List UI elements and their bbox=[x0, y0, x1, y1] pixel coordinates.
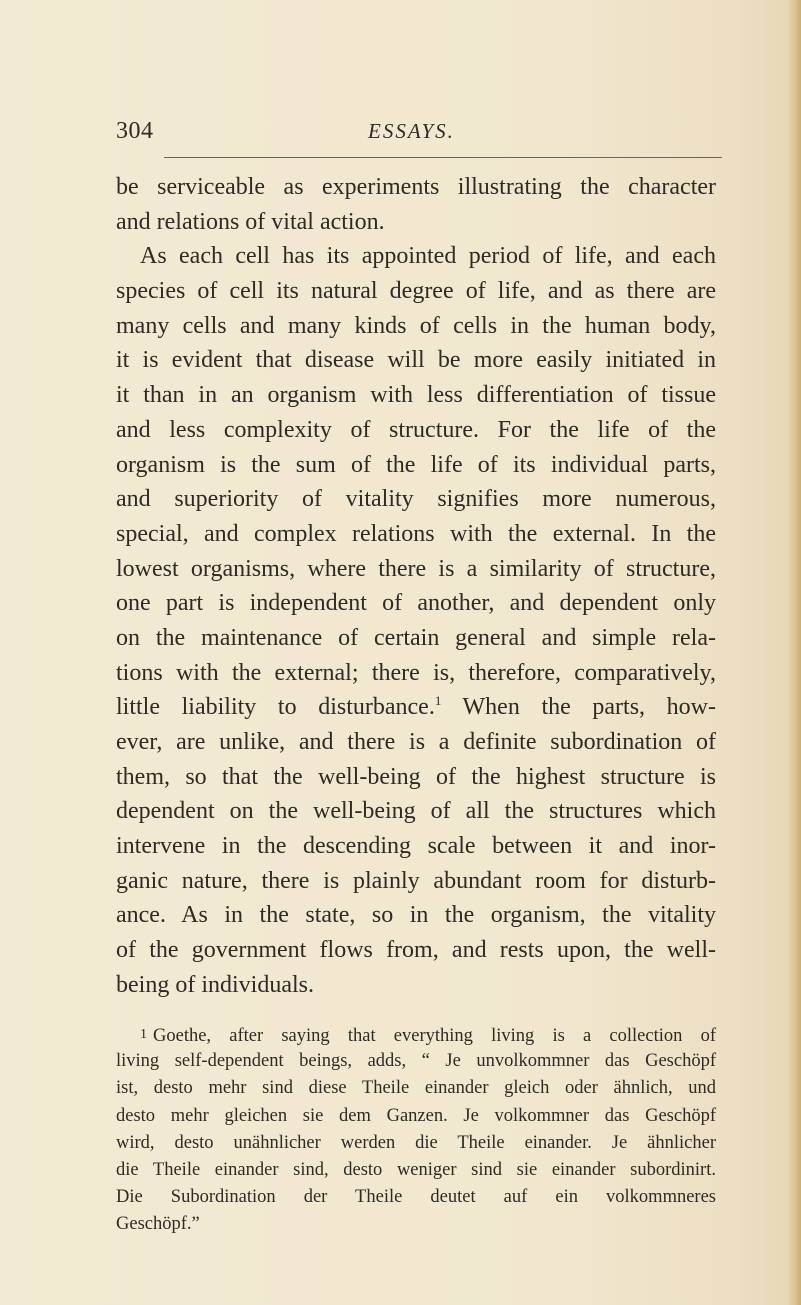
body-text bbox=[116, 170, 716, 1003]
text-line: being of individuals. bbox=[116, 971, 314, 998]
footnote-line: ist, desto mehr sind diese Theile einander gleich oder ähnlich, und bbox=[116, 1078, 716, 1099]
page-number: 304 bbox=[116, 118, 154, 144]
text-line: and superiority of vitality signifies more numerous, bbox=[116, 486, 716, 513]
footnote-reference[interactable]: 1 bbox=[434, 693, 442, 709]
text-line: and less complexity of structure. For the life of the bbox=[116, 416, 716, 443]
text-line bbox=[116, 690, 716, 725]
text-line: organism is the sum of the life of its individual parts, bbox=[116, 451, 716, 478]
text-line: dependent on the well-being of all the structures which bbox=[116, 798, 716, 825]
text-line: ever, are unlike, and there is a definite subordination of bbox=[116, 729, 716, 755]
footnote-number: 1 bbox=[140, 1027, 147, 1042]
footnote-line: living self-dependent beings, adds, “ Je unvolkommner das Geschöpf bbox=[116, 1051, 716, 1072]
text-line: be serviceable as experiments illustrating the character bbox=[116, 174, 716, 200]
footnote-line: Die Subordination der Theile deutet auf ein volkommneres bbox=[116, 1187, 716, 1208]
text-line: As each cell has its appointed period of life, and each bbox=[140, 243, 716, 270]
text-line: of the government flows from, and rests upon, the well- bbox=[116, 937, 716, 964]
footnote bbox=[116, 1021, 716, 1239]
text-line: intervene in the descending scale between it and inor- bbox=[116, 833, 716, 860]
text-line: special, and complex relations with the external. In the bbox=[116, 520, 716, 547]
text-line: on the maintenance of certain general and simple rela- bbox=[116, 624, 716, 651]
page-edge-shadow bbox=[787, 0, 801, 1305]
page-header bbox=[116, 118, 716, 152]
text-fragment: little liability to disturbance. bbox=[116, 694, 435, 721]
text-line: one part is independent of another, and dependent only bbox=[116, 590, 716, 617]
footnote-line: die Theile einander sind, desto weniger sind sie einander subordinirt. bbox=[116, 1159, 716, 1180]
text-line: ganic nature, there is plainly abundant room for disturb- bbox=[116, 867, 716, 894]
text-line: lowest organisms, where there is a similarity of structure, bbox=[116, 555, 716, 582]
text-line: it than in an organism with less differentiation of tissue bbox=[116, 382, 716, 409]
running-head: ESSAYS. bbox=[368, 119, 455, 143]
text-line: species of cell its natural degree of life, and as there are bbox=[116, 278, 716, 305]
text-line: many cells and many kinds of cells in the human body, bbox=[116, 312, 716, 339]
text-line: them, so that the well-being of the highest structure is bbox=[116, 763, 716, 790]
footnote-line: desto mehr gleichen sie dem Ganzen. Je volkommner das Geschöpf bbox=[116, 1105, 716, 1126]
footnote-line: wird, desto unähnlicher werden die Theile einander. Je ähnlicher bbox=[116, 1132, 716, 1153]
text-line: tions with the external; there is, therefore, comparatively, bbox=[116, 659, 716, 686]
header-rule bbox=[164, 157, 722, 158]
text-line: it is evident that disease will be more easily initiated in bbox=[116, 347, 716, 374]
footnote-line: Geschöpf.” bbox=[116, 1214, 200, 1235]
text-line: and relations of vital action. bbox=[116, 208, 385, 235]
text-fragment: When the parts, how- bbox=[441, 694, 716, 721]
text-line: ance. As in the state, so in the organism, the vitality bbox=[116, 902, 716, 929]
footnote-line bbox=[116, 1021, 716, 1048]
footnote-text: Goethe, after saying that everything living is a collection of bbox=[153, 1026, 716, 1046]
